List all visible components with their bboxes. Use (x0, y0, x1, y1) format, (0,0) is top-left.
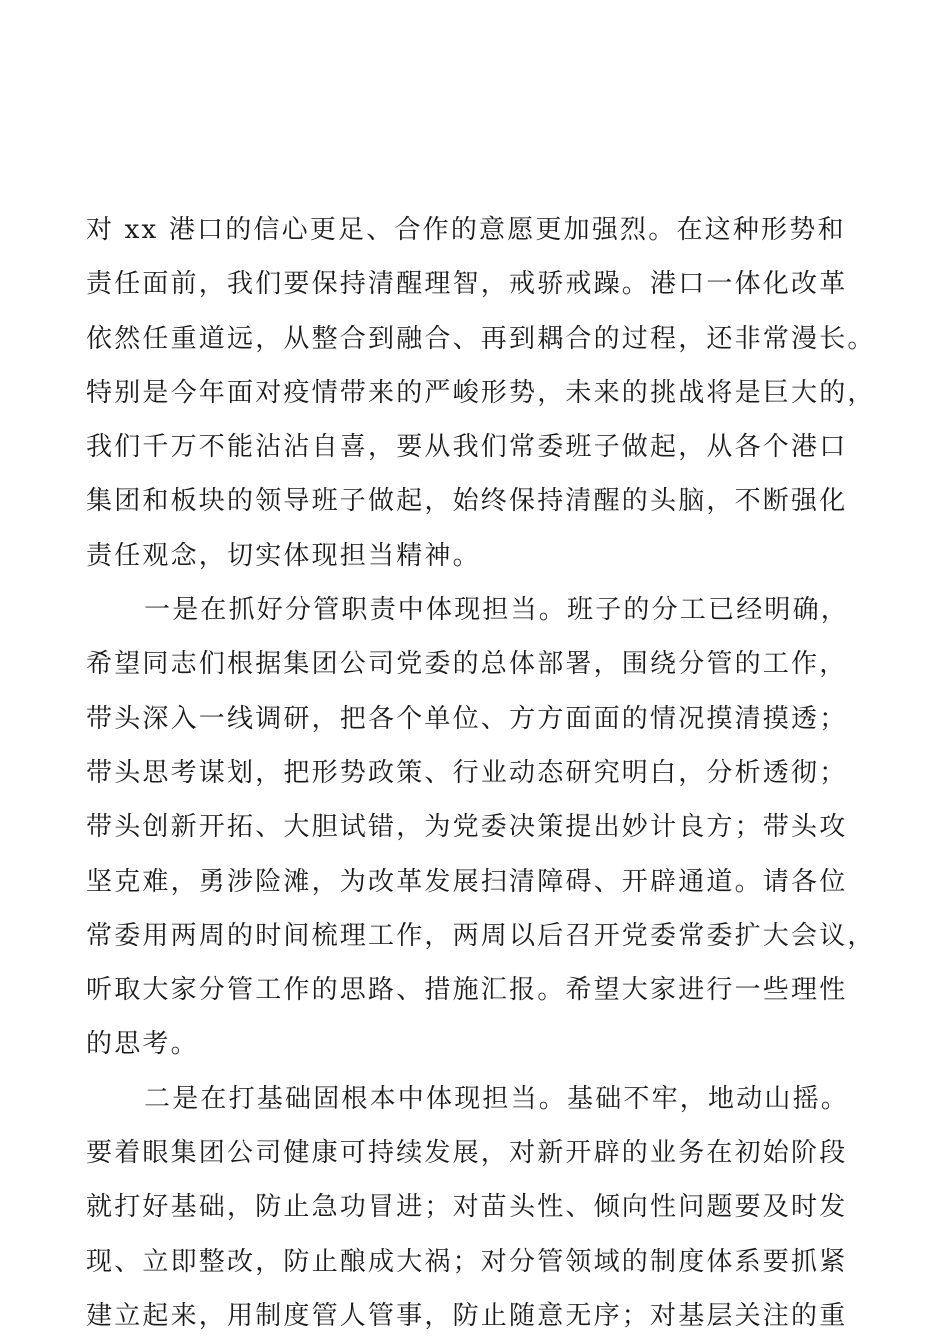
text-line: 希望同志们根据集团公司党委的总体部署，围绕分管的工作， (86, 649, 848, 680)
paragraph-start-line: 一是在抓好分管职责中体现担当。班子的分工已经明确， (144, 595, 850, 626)
text-line: 对 xx 港口的信心更足、合作的意愿更加强烈。在这种形势和 (86, 215, 846, 245)
text-line: 特别是今年面对疫情带来的严峻形势，未来的挑战将是巨大的， (86, 377, 876, 408)
text-line: 依然任重道远，从整合到融合、再到耦合的过程，还非常漫长。 (86, 323, 876, 354)
text-line: 责任观念，切实体现担当精神。 (86, 540, 481, 571)
text-line: 带头创新开拓、大胆试错，为党委决策提出妙计良方；带头攻 (86, 812, 848, 843)
document-body (86, 203, 886, 1343)
text-line: 坚克难，勇涉险滩，为改革发展扫清障碍、开辟通道。请各位 (86, 866, 848, 897)
text-line: 责任面前，我们要保持清醒理智，戒骄戒躁。港口一体化改革 (86, 269, 848, 300)
text-line: 带头思考谋划，把形势政策、行业动态研究明白，分析透彻； (86, 757, 848, 788)
text-line: 要着眼集团公司健康可持续发展，对新开辟的业务在初始阶段 (86, 1138, 848, 1169)
text-line: 集团和板块的领导班子做起，始终保持清醒的头脑，不断强化 (86, 486, 848, 517)
text-line: 就打好基础，防止急功冒进；对苗头性、倾向性问题要及时发 (86, 1192, 848, 1223)
text-line: 我们千万不能沾沾自喜，要从我们常委班子做起，从各个港口 (86, 432, 848, 463)
text-line: 的思考。 (86, 1029, 199, 1060)
text-line: 听取大家分管工作的思路、措施汇报。希望大家进行一些理性 (86, 975, 848, 1006)
text-line: 现、立即整改，防止酿成大祸；对分管领域的制度体系要抓紧 (86, 1246, 848, 1277)
text-line: 常委用两周的时间梳理工作，两周以后召开党委常委扩大会议， (86, 920, 876, 951)
text-line: 建立起来，用制度管人管事，防止随意无序；对基层关注的重 (86, 1300, 848, 1331)
paragraph-start-line: 二是在打基础固根本中体现担当。基础不牢，地动山摇。 (144, 1083, 850, 1114)
text-line: 带头深入一线调研，把各个单位、方方面面的情况摸清摸透； (86, 703, 848, 734)
